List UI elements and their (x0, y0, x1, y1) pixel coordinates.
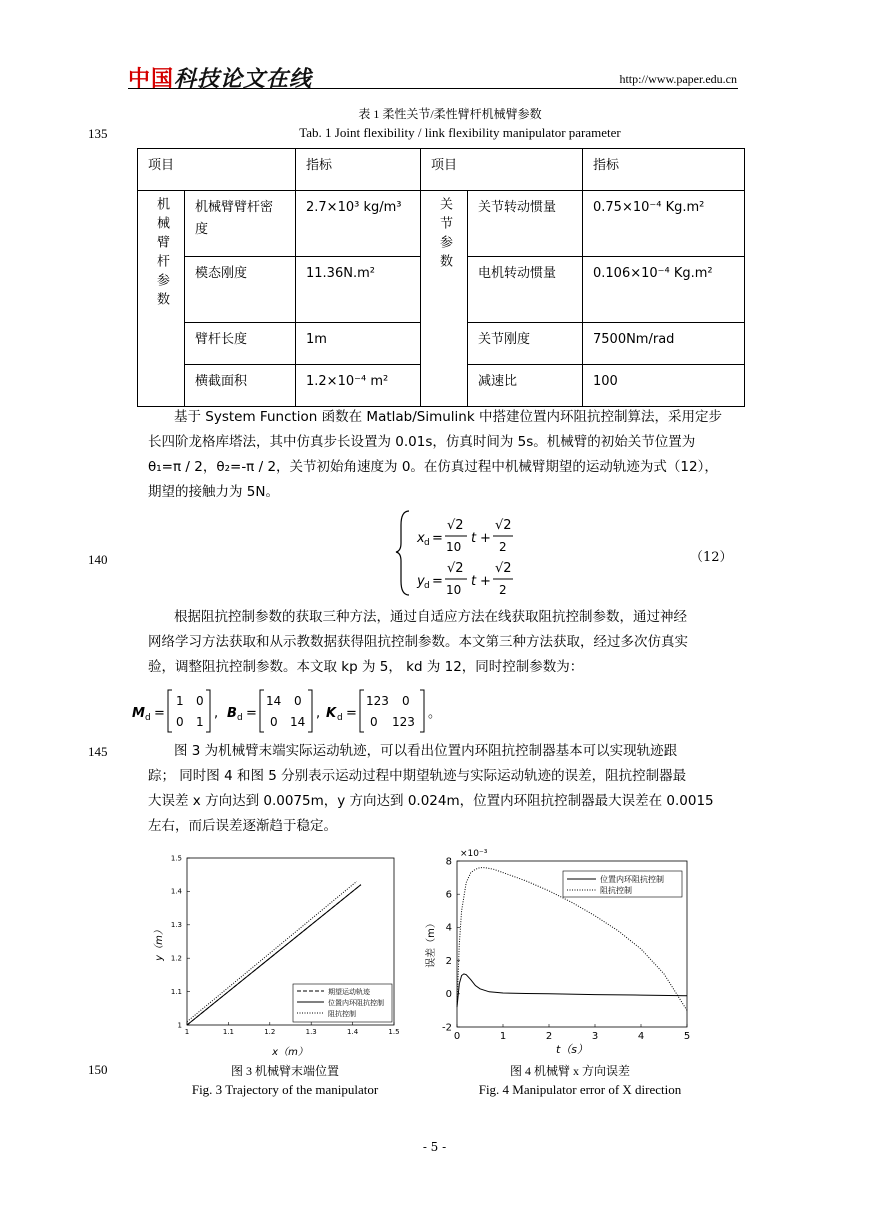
x-tick-label: 1.4 (347, 1028, 359, 1036)
svg-text:=: = (246, 706, 257, 721)
param-name: 关节刚度 (468, 323, 583, 365)
svg-text:0: 0 (270, 715, 278, 729)
svg-text:d: d (424, 581, 430, 591)
x-axis-label: x（m） (272, 1047, 308, 1058)
legend (563, 871, 682, 897)
x-tick-label: 1.2 (264, 1028, 276, 1036)
y-tick-label: 8 (445, 856, 452, 868)
svg-text:√2: √2 (447, 518, 464, 533)
legend-label: 位置内环阻抗控制 (328, 999, 384, 1007)
svg-text:1: 1 (196, 715, 204, 729)
paragraph-impedance-params (148, 605, 738, 680)
equation-12 (395, 505, 535, 600)
x-tick-label: 1.5 (388, 1028, 400, 1036)
svg-text:,: , (214, 706, 219, 721)
param-value: 0.75×10⁻⁴ Kg.m² (583, 191, 745, 257)
svg-text:2: 2 (499, 540, 507, 554)
text-line: 验，调整阻抗控制参数。本文取 kp 为 5， kd 为 12，同时控制参数为： (148, 659, 584, 675)
param-name: 横截面积 (185, 365, 296, 407)
y-tick-label: 1.1 (170, 987, 182, 996)
svg-text:0: 0 (294, 694, 302, 708)
svg-text:14: 14 (266, 694, 282, 708)
y-tick-label: 1.4 (170, 887, 182, 896)
table-caption-cn: 表 1 柔性关节/柔性臂杆机械臂参数 (358, 107, 542, 121)
y-tick-label: 1.2 (170, 954, 182, 963)
text-line: 左右，而后误差逐渐趋于稳定。 (148, 818, 337, 834)
param-name: 关节转动惯量 (468, 191, 583, 257)
y-tick-label: 0 (445, 989, 452, 1001)
paragraph-simulation-setup (148, 405, 738, 505)
header-url[interactable]: http://www.paper.edu.cn (619, 72, 737, 86)
paragraph-results (148, 739, 738, 839)
svg-text:14: 14 (290, 715, 306, 729)
svg-text:+: + (480, 574, 491, 589)
header-cell: 指标 (296, 149, 421, 191)
legend-label: 阻抗控制 (328, 1010, 356, 1018)
x-tick-label: 0 (453, 1031, 461, 1042)
group-text: 机械臂杆参数 (154, 197, 169, 311)
svg-text:123: 123 (392, 715, 415, 729)
figure-4-chart (420, 843, 705, 1058)
param-value: 2.7×10³ kg/m³ (296, 191, 421, 257)
legend-label: 阻抗控制 (600, 886, 632, 895)
param-value: 1.2×10⁻⁴ m² (296, 365, 421, 407)
group-text: 关节参数 (437, 197, 452, 273)
line-number: 145 (88, 744, 108, 759)
y-tick-label: -2 (442, 1022, 452, 1034)
group-label-right (421, 191, 468, 407)
group-label-left (138, 191, 185, 407)
x-tick-label: 2 (545, 1031, 553, 1042)
param-name: 模态刚度 (185, 257, 296, 323)
param-value: 0.106×10⁻⁴ Kg.m² (583, 257, 745, 323)
svg-text:1: 1 (176, 694, 184, 708)
svg-text:d: d (424, 538, 430, 548)
svg-text:=: = (346, 706, 357, 721)
y-tick-label: 1.5 (170, 854, 182, 863)
text-line: 基于 System Function 函数在 Matlab/Simulink 中搭建位置内环阻抗控制算法，采用定步 (174, 409, 722, 425)
series-line (457, 974, 687, 1007)
svg-text:0: 0 (196, 694, 204, 708)
text-line: 网络学习方法获取和从示教数据获得阻抗控制参数。本文第三种方法获取，经过多次仿真实 (148, 634, 688, 650)
x-tick-label: 1 (184, 1028, 190, 1036)
svg-text:t: t (471, 531, 477, 546)
y-scale-label: ×10⁻³ (460, 849, 488, 859)
text-line: 踪； 同时图 4 和图 5 分别表示运动过程中期望轨迹与实际运动轨迹的误差，阻抗控制器最 (148, 768, 687, 784)
y-tick-label: 4 (445, 922, 452, 934)
x-axis-label: t（s） (555, 1043, 589, 1056)
table-header-row (138, 149, 745, 191)
param-name: 臂杆长度 (185, 323, 296, 365)
svg-text:10: 10 (446, 540, 462, 554)
matrix-equation (130, 686, 460, 736)
y-tick-label: 1.3 (170, 921, 182, 930)
svg-text:K: K (326, 706, 337, 721)
svg-text:√2: √2 (447, 561, 464, 576)
figure-4-caption-cn: 图 4 机械臂 x 方向误差 (509, 1064, 630, 1078)
legend-label: 位置内环阻抗控制 (600, 875, 664, 884)
param-name: 电机转动惯量 (468, 257, 583, 323)
svg-text:123: 123 (366, 694, 389, 708)
text-line: 期望的接触力为 5N。 (148, 484, 279, 500)
x-tick-label: 1 (499, 1031, 507, 1042)
line-number: 135 (88, 126, 108, 141)
svg-text:y: y (417, 574, 425, 589)
text-line: 图 3 为机械臂末端实际运动轨迹，可以看出位置内环阻抗控制器基本可以实现轨迹跟 (174, 743, 678, 759)
svg-text:,: , (316, 706, 321, 721)
table-row (138, 191, 745, 257)
svg-text:+: + (480, 531, 491, 546)
journal-logo: 中国科技论文在线 (128, 67, 313, 92)
svg-text:d: d (237, 713, 243, 723)
line-number: 140 (88, 552, 108, 567)
figure-4-caption-en: Fig. 4 Manipulator error of X direction (478, 1082, 682, 1097)
y-axis-label: y（m） (154, 925, 165, 961)
y-tick-label: 1 (177, 1021, 182, 1030)
figure-3-caption-en: Fig. 3 Trajectory of the manipulator (191, 1082, 379, 1097)
svg-text:d: d (145, 713, 151, 723)
svg-text:B: B (227, 706, 237, 721)
svg-text:=: = (432, 531, 443, 546)
line-number: 150 (88, 1062, 108, 1077)
legend (293, 984, 392, 1022)
table-caption-en: Tab. 1 Joint flexibility / link flexibility manipulator parameter (299, 125, 621, 140)
svg-text:√2: √2 (495, 518, 512, 533)
param-value: 11.36N.m² (296, 257, 421, 323)
svg-text:。: 。 (428, 706, 442, 721)
param-name: 减速比 (468, 365, 583, 407)
header-cell: 指标 (583, 149, 745, 191)
svg-text:0: 0 (176, 715, 184, 729)
svg-text:M: M (132, 706, 145, 721)
header-cell: 项目 (138, 149, 296, 191)
text-line: θ₁=π / 2，θ₂=-π / 2，关节初始角速度为 0。在仿真过程中机械臂期望的运动轨迹为式（12）， (148, 459, 718, 475)
x-tick-label: 3 (591, 1031, 599, 1042)
svg-text:2: 2 (499, 583, 507, 597)
text-line: 长四阶龙格库塔法，其中仿真步长设置为 0.01s，仿真时间为 5s。机械臂的初始关节位置为 (148, 434, 696, 450)
text-line: 大误差 x 方向达到 0.0075m，y 方向达到 0.024m，位置内环阻抗控制器最大误差在 0.0015 (148, 793, 714, 809)
x-tick-label: 1.1 (222, 1028, 234, 1036)
equation-label: （12） (690, 550, 733, 565)
text-line: 根据阻抗控制参数的获取三种方法，通过自适应方法在线获取阻抗控制参数，通过神经 (174, 609, 687, 625)
y-tick-label: 2 (445, 955, 452, 967)
svg-text:√2: √2 (495, 561, 512, 576)
svg-text:10: 10 (446, 583, 462, 597)
svg-text:0: 0 (370, 715, 378, 729)
param-value: 7500Nm/rad (583, 323, 745, 365)
x-tick-label: 5 (683, 1031, 691, 1042)
svg-text:=: = (154, 706, 165, 721)
header-cell: 项目 (421, 149, 583, 191)
svg-text:t: t (471, 574, 477, 589)
svg-text:=: = (432, 574, 443, 589)
param-value: 100 (583, 365, 745, 407)
svg-text:d: d (337, 713, 343, 723)
y-axis-label: 误差（m） (426, 918, 437, 968)
figure-3-chart (140, 848, 410, 1060)
svg-text:0: 0 (402, 694, 410, 708)
header-rule (128, 88, 738, 89)
x-tick-label: 4 (637, 1031, 645, 1042)
svg-text:x: x (417, 531, 425, 546)
y-tick-label: 6 (445, 889, 452, 901)
parameter-table (137, 148, 745, 407)
param-name: 机械臂臂杆密度 (185, 191, 296, 257)
param-value: 1m (296, 323, 421, 365)
figure-3-caption-cn: 图 3 机械臂末端位置 (230, 1064, 339, 1078)
x-tick-label: 1.3 (305, 1028, 317, 1036)
legend-label: 期望运动轨迹 (328, 988, 370, 996)
page-number: - 5 - (422, 1140, 447, 1154)
